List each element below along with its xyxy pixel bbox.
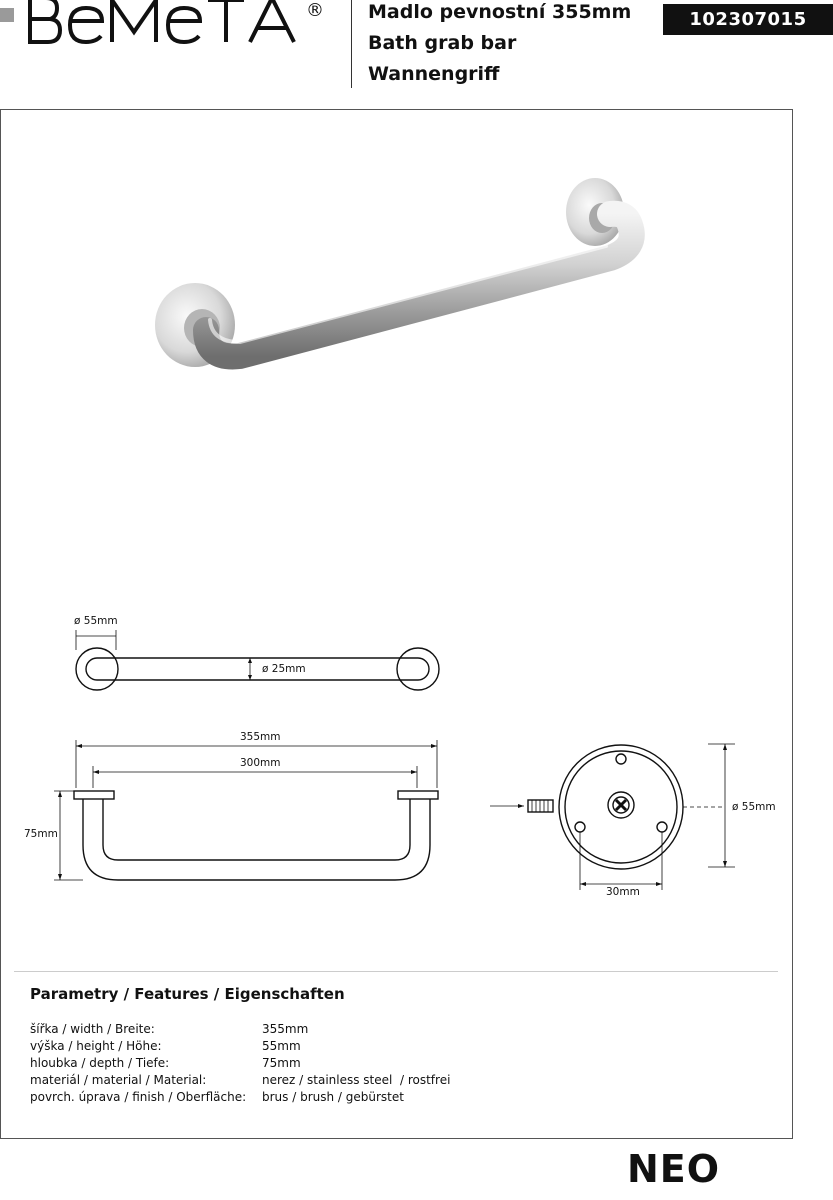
side-view-left-plate (74, 791, 114, 799)
brand-logo-wordmark (24, 0, 314, 50)
dim-inner-width: 300mm (240, 757, 281, 769)
series-name: NEO (627, 1147, 721, 1191)
features-table (30, 1021, 450, 1106)
title-en: Bath grab bar (368, 32, 517, 54)
feature-value: 355mm (262, 1022, 309, 1036)
side-view-right-plate (398, 791, 438, 799)
top-view-bar (97, 658, 418, 680)
registered-mark: ® (306, 0, 324, 21)
header-divider (351, 0, 352, 88)
title-de: Wannengriff (368, 63, 500, 85)
technical-drawing (0, 600, 793, 910)
rosette-hole-top (616, 754, 626, 764)
feature-value: 75mm (262, 1056, 301, 1070)
feature-label: hloubka / depth / Tiefe: (30, 1056, 170, 1070)
title-cz: Madlo pevnostní 355mm (368, 1, 632, 23)
feature-label: výška / height / Höhe: (30, 1039, 162, 1053)
dim-total-width: 355mm (240, 731, 281, 743)
feature-label: šířka / width / Breite: (30, 1022, 155, 1036)
dim-rosette-diameter: ø 55mm (732, 801, 776, 813)
rosette-hole-right (657, 822, 667, 832)
feature-row-finish (30, 1089, 450, 1106)
feature-row-material (30, 1072, 450, 1089)
logo-square (0, 8, 14, 22)
feature-value: nerez / stainless steel / rostfrei (262, 1073, 451, 1087)
features-divider (14, 971, 778, 972)
dim-hole-spacing: 30mm (606, 886, 640, 898)
features-heading: Parametry / Features / Eigenschaften (30, 985, 345, 1003)
feature-label: povrch. úprava / finish / Oberfläche: (30, 1090, 247, 1104)
feature-label: materiál / material / Material: (30, 1073, 207, 1087)
brand-logo (24, 0, 314, 60)
top-view-right-rosette (397, 648, 439, 690)
dim-bar-diameter: ø 25mm (262, 663, 306, 675)
top-view-left-rosette (76, 648, 118, 690)
product-photo (140, 170, 660, 400)
feature-row-depth (30, 1055, 450, 1072)
feature-row-width (30, 1021, 450, 1038)
side-view-bar-outer (83, 799, 430, 880)
feature-value: brus / brush / gebürstet (262, 1090, 404, 1104)
feature-row-height (30, 1038, 450, 1055)
dim-top-rosette-diameter: ø 55mm (74, 615, 118, 627)
side-view-bar-inner (103, 799, 410, 860)
product-code-badge: 102307015 (663, 4, 833, 35)
rosette-hole-left (575, 822, 585, 832)
feature-value: 55mm (262, 1039, 301, 1053)
dim-depth: 75mm (24, 828, 58, 840)
